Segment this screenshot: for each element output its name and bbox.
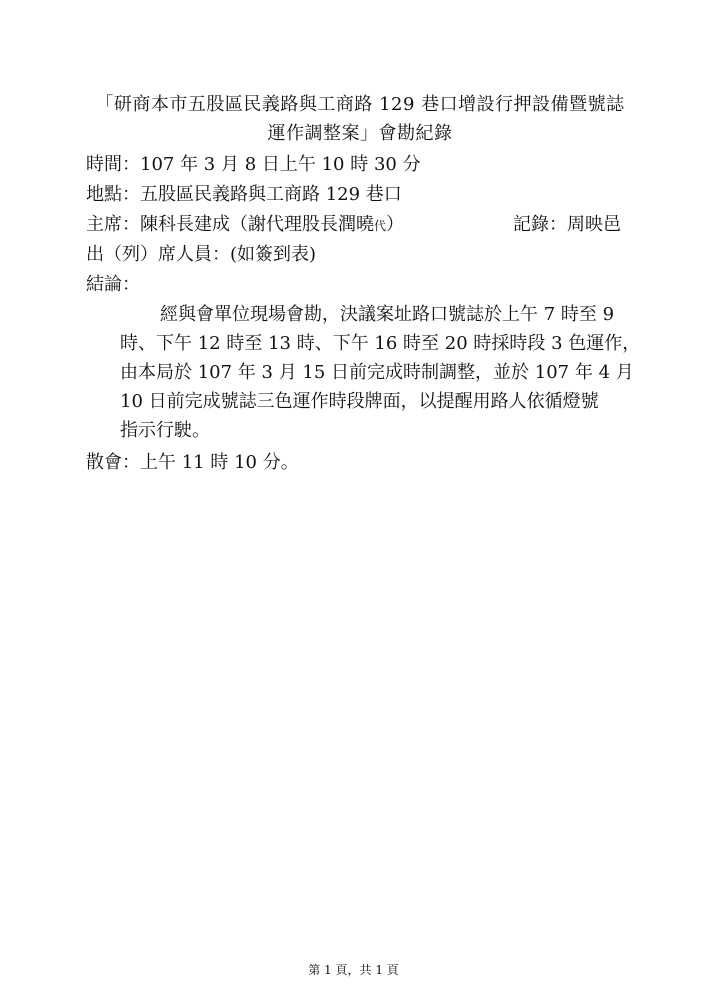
- chair-name: [86, 210, 404, 236]
- conclusion-line-5: 指示行駛。: [120, 420, 210, 441]
- recorder-name: 記錄：周映邑: [513, 214, 621, 235]
- chair-main-text: 主席：陳科長建成（謝代理股長潤曉: [86, 214, 374, 235]
- chair-close-paren: ）: [386, 214, 405, 235]
- document-title-line-2: 運作調整案」會勘紀錄: [267, 123, 453, 144]
- conclusion-line-1: 經與會單位現場會勘，決議案址路口號誌於上午 7 時至 9: [160, 304, 615, 325]
- meeting-place: 地點：五股區民義路與工商路 129 巷口: [86, 184, 402, 205]
- conclusion-line-3: 由本局於 107 年 3 月 15 日前完成時制調整，並於 107 年 4 月: [120, 362, 634, 383]
- attendees: 出（列）席人員：(如簽到表): [86, 244, 317, 265]
- conclusion-label: 結論：: [86, 274, 140, 295]
- document-title-line-1: 「研商本市五股區民義路與工商路 129 巷口增設行押設備暨號誌: [95, 94, 625, 115]
- adjournment: 散會：上午 11 時 10 分。: [86, 452, 299, 473]
- conclusion-line-2: 時、下午 12 時至 13 時、下午 16 時至 20 時採時段 3 色運作，: [120, 333, 641, 354]
- conclusion-line-4: 10 日前完成號誌三色運作時段牌面，以提醒用路人依循燈號: [120, 391, 599, 412]
- meeting-time: 時間：107 年 3 月 8 日上午 10 時 30 分: [86, 154, 421, 175]
- page-footer: 第 1 頁，共 1 頁: [308, 963, 399, 977]
- chair-proxy-mark: 代: [374, 219, 387, 233]
